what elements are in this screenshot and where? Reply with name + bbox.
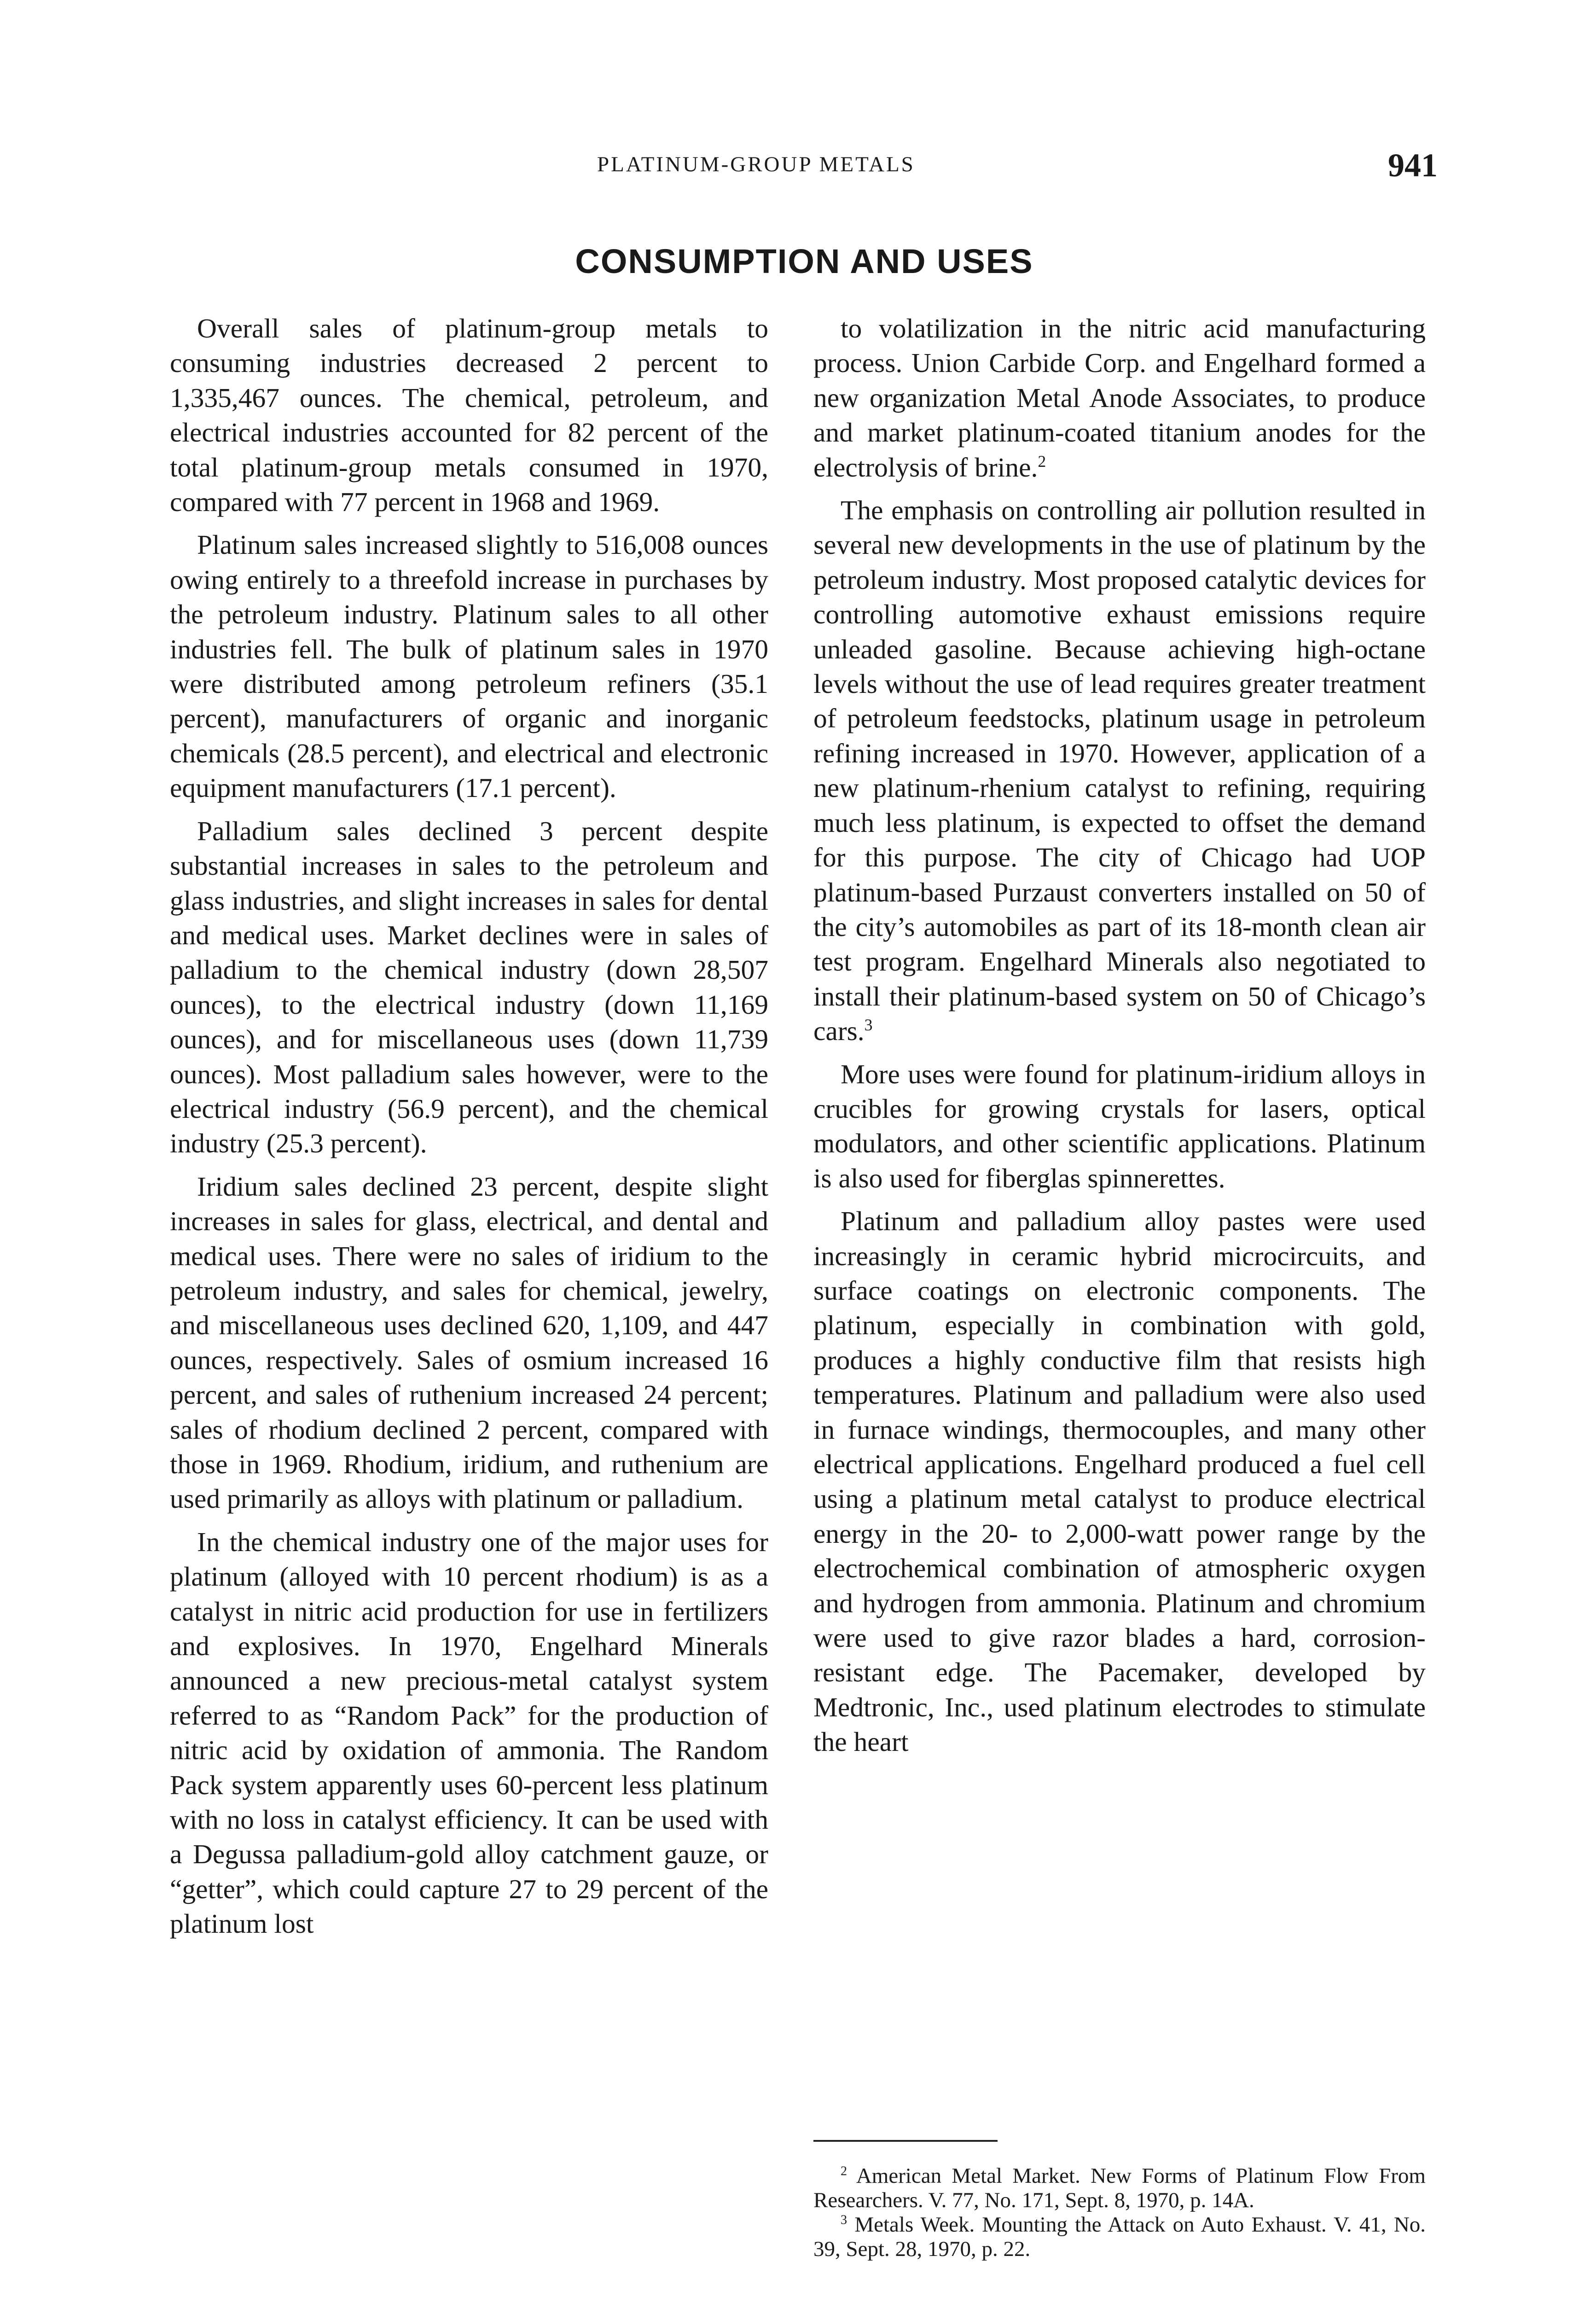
page-number: 941	[1388, 147, 1438, 184]
footnotes	[813, 2164, 1426, 2261]
paragraph-overall-sales: Overall sales of platinum-group metals to consuming industries decreased 2 percent to 1,335,467 ounces. The chemical, petroleum, and electrical industries accounted for 82 percent of the total platinum-group metals consumed in 1970, compared with 77 percent in 1968 and 1969.	[170, 313, 768, 517]
footnote-ref: 3	[864, 1016, 873, 1035]
paragraph-air-pollution	[813, 493, 1426, 1049]
right-column	[813, 311, 1426, 1760]
left-column	[170, 311, 768, 1942]
footnote-text: American Metal Market. New Forms of Platinum Flow From Researchers. V. 77, No. 171, Sept. 8, 1970, p. 14A.	[813, 2164, 1426, 2212]
paragraph-air-pollution-text: The emphasis on controlling air pollution resulted in several new developments in the use of platinum by the petroleum industry. Most proposed catalytic devices for controlling automotive exhaust emissions require unleaded gasoline. Because achieving high-octane levels without the use of lead requires greater treatment of petroleum feedstocks, platinum usage in petroleum refining increased in 1970. However, application of a new platinum-rhenium catalyst to refining, requiring much less platinum, is expected to offset the demand for this purpose. The city of Chicago had UOP platinum-based Purzaust converters installed on 50 of the city’s automobiles as part of its 18-month clean air test program. Engelhard Minerals also negotiated to install their platinum-based system on 50 of Chicago’s cars.	[813, 495, 1426, 1046]
paragraph-alloy-pastes: Platinum and palladium alloy pastes were used increasingly in ceramic hybrid microcircuits, and surface coatings on electronic components. The platinum, especially in combination with gold, produces a highly conductive film that resists high temperatures. Platinum and palladium were also used in furnace windings, thermocouples, and many other electrical applications. Engelhard produced a fuel cell using a platinum metal catalyst to produce electrical energy in the 20- to 2,000-watt power range by the electrochemical combination of atmospheric oxygen and hydrogen from ammonia. Platinum and chromium were used to give razor blades a hard, corrosion-resistant edge. The Pacemaker, developed by Medtronic, Inc., used platinum electrodes to stimulate the heart	[813, 1206, 1426, 1757]
paragraph-platinum-iridium: More uses were found for platinum-iridium alloys in crucibles for growing crystals for lasers, optical modulators, and other scientific applications. Platinum is also used for fiberglas spinnerettes.	[813, 1058, 1426, 1193]
section-title: CONSUMPTION AND USES	[575, 242, 1033, 280]
paragraph-palladium-sales: Palladium sales declined 3 percent despite substantial increases in sales to the petroleum and glass industries, and slight increases in sales for dental and medical uses. Market declines were in sales of palladium to the chemical industry (down 28,507 ounces), to the electrical industry (down 11,169 ounces), and for miscellaneous uses (down 11,739 ounces). Most palladium sales however, were to the electrical industry (56.9 percent), and the chemical industry (25.3 percent).	[170, 815, 768, 1159]
footnote-number: 3	[841, 2213, 847, 2227]
paragraph-platinum-sales: Platinum sales increased slightly to 516,008 ounces owing entirely to a threefold increase in purchases by the petroleum industry. Platinum sales to all other industries fell. The bulk of platinum sales in 1970 were distributed among petroleum refiners (35.1 percent), manufacturers of organic and inorganic chemicals (28.5 percent), and electrical and electronic equipment manufacturers (17.1 percent).	[170, 529, 768, 803]
footnote-text: Metals Week. Mounting the Attack on Auto Exhaust. V. 41, No. 39, Sept. 28, 1970, p. 22.	[813, 2213, 1426, 2261]
footnote-number: 2	[841, 2164, 847, 2179]
paragraph-volatilization	[813, 311, 1426, 485]
footnote-ref: 2	[1038, 452, 1046, 471]
footnote	[813, 2213, 1426, 2261]
running-head: PLATINUM-GROUP METALS	[597, 152, 915, 176]
footnote	[813, 2164, 1426, 2213]
footnote-divider	[813, 2140, 998, 2142]
paragraph-chemical-industry: In the chemical industry one of the major uses for platinum (alloyed with 10 percent rhodium) is as a catalyst in nitric acid production for use in fertilizers and explosives. In 1970, Engelhard Minerals announced a new precious-metal catalyst system referred to as “Random Pack” for the production of nitric acid by oxidation of ammonia. The Random Pack system apparently uses 60-percent less platinum with no loss in catalyst efficiency. It can be used with a Degussa palladium-gold alloy catchment gauze, or “getter”, which could capture 27 to 29 percent of the platinum lost	[170, 1526, 768, 1939]
paragraph-iridium-sales: Iridium sales declined 23 percent, despite slight increases in sales for glass, electrical, and dental and medical uses. There were no sales of iridium to the petroleum industry, and sales for chemical, jewelry, and miscellaneous uses declined 620, 1,109, and 447 ounces, respectively. Sales of osmium increased 16 percent, and sales of ruthenium increased 24 percent; sales of rhodium declined 2 percent, compared with those in 1969. Rhodium, iridium, and ruthenium are used primarily as alloys with platinum or palladium.	[170, 1171, 768, 1514]
paragraph-volatilization-text: to volatilization in the nitric acid manufacturing process. Union Carbide Corp. and Engelhard formed a new organization Metal Anode Associates, to produce and market platinum-coated titanium anodes for the electrolysis of brine.	[813, 313, 1426, 482]
